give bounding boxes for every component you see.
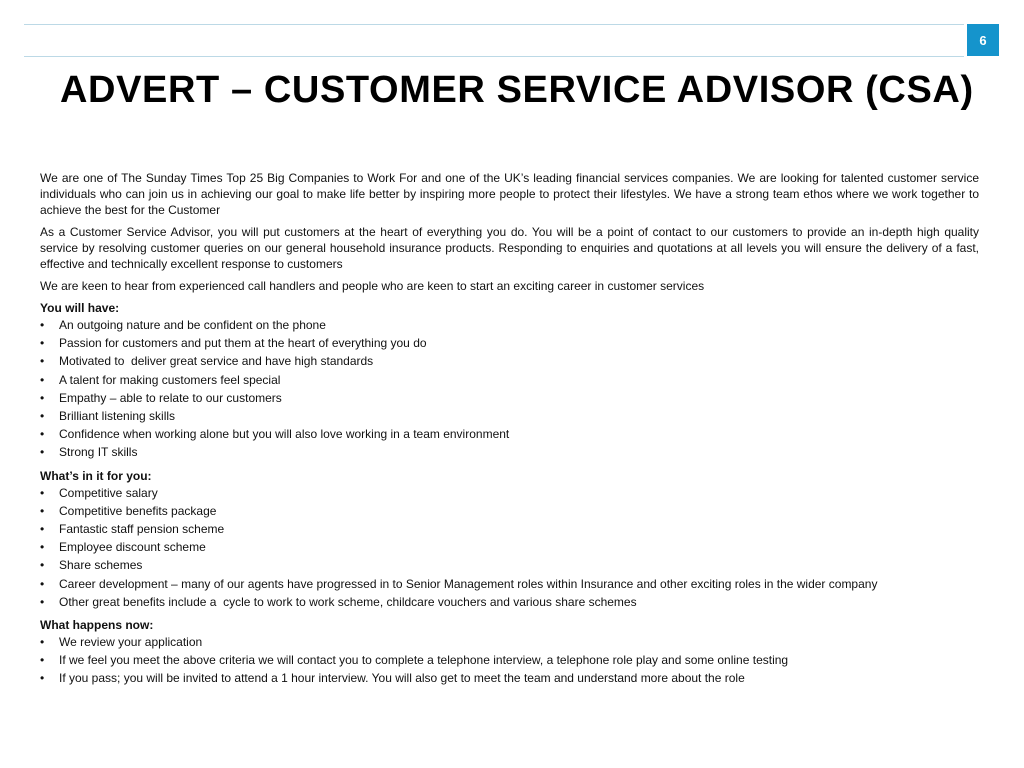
bullet-glyph: • xyxy=(40,485,45,500)
section-heading: You will have: xyxy=(40,301,120,315)
list-item-text: Fantastic staff pension scheme xyxy=(59,522,225,537)
header-rule-top xyxy=(24,24,964,25)
bullet-glyph: • xyxy=(40,372,45,387)
intro-paragraph-invitation: We are keen to hear from experienced call handlers and people who are keen to start an exciting career in customer services xyxy=(40,279,705,293)
intro-paragraph-role: As a Customer Service Advisor, you will put customers at the heart of everything you do. You will be a point of contact to our customers to provide an in-depth high quality service by resolving customer queries on our general household insurance products. Responding to enquiries and quotations at all levels you will ensure the delivery of a fast, effective and technically excellent response to customers xyxy=(40,225,979,271)
bullet-glyph: • xyxy=(40,635,45,650)
intro-paragraph-company: We are one of The Sunday Times Top 25 Big Companies to Work For and one of the UK’s leading financial services companies. We are looking for talented customer service individuals who can join us in achieving our goal to make life better by inspiring more people to protect their lifestyles. We have a strong team ethos where we work together to achieve the best for the Customer xyxy=(40,171,979,217)
bullet-glyph: • xyxy=(40,354,45,369)
list-item-text: Motivated to deliver great service and have high standards xyxy=(59,354,374,369)
list-item-text: If we feel you meet the above criteria we will contact you to complete a telephone interview, a telephone role play and some online testing xyxy=(59,653,789,668)
bullet-glyph: • xyxy=(40,318,45,332)
list-item-text: If you pass; you will be invited to attend a 1 hour interview. You will also get to meet the team and understand more about the role xyxy=(59,671,745,686)
list-item xyxy=(40,633,979,651)
list-item xyxy=(40,651,979,669)
list-item-text: Competitive salary xyxy=(59,485,158,500)
list-item-text: Strong IT skills xyxy=(59,445,138,460)
bullet-glyph: • xyxy=(40,390,45,405)
bullet-glyph: • xyxy=(40,671,45,686)
list-item-text: We review your application xyxy=(59,635,203,650)
list-item xyxy=(40,371,979,389)
list-item-text: Confidence when working alone but you will also love working in a team environment xyxy=(59,427,510,442)
list-item-text: Employee discount scheme xyxy=(59,540,206,555)
bullet-list xyxy=(40,633,979,688)
list-item-text: Empathy – able to relate to our customers xyxy=(59,390,282,405)
list-item xyxy=(40,593,979,611)
section-heading: What happens now: xyxy=(40,618,154,633)
list-item xyxy=(40,520,979,538)
section-what-happens-now xyxy=(40,617,979,688)
list-item-text: Career development – many of our agents have progressed in to Senior Management roles within Insurance and other exciting roles in the wider company xyxy=(59,576,878,591)
bullet-glyph: • xyxy=(40,336,45,351)
bullet-list xyxy=(40,484,979,611)
bullet-glyph: • xyxy=(40,445,45,460)
list-item xyxy=(40,575,979,593)
list-item-text: A talent for making customers feel special xyxy=(59,372,281,387)
list-item xyxy=(40,407,979,425)
list-item xyxy=(40,669,979,687)
list-item-text: Other great benefits include a cycle to work to work scheme, childcare vouchers and various share schemes xyxy=(59,594,637,609)
bullet-list xyxy=(40,316,979,462)
bullet-glyph: • xyxy=(40,558,45,573)
section-you-will-have xyxy=(40,300,979,462)
bullet-glyph: • xyxy=(40,503,45,518)
list-item xyxy=(40,389,979,407)
page-number-badge: 6 xyxy=(967,24,999,56)
list-item xyxy=(40,352,979,370)
list-item xyxy=(40,316,979,334)
list-item xyxy=(40,425,979,443)
list-item xyxy=(40,484,979,502)
list-item xyxy=(40,443,979,461)
slide-title: ADVERT – CUSTOMER SERVICE ADVISOR (CSA) xyxy=(60,69,974,111)
header-rule-bottom xyxy=(24,56,964,57)
advert-body xyxy=(40,170,979,694)
list-item-text: Brilliant listening skills xyxy=(59,409,176,424)
list-item xyxy=(40,334,979,352)
list-item-text: Passion for customers and put them at the heart of everything you do xyxy=(59,336,427,351)
bullet-glyph: • xyxy=(40,409,45,424)
list-item-text: Share schemes xyxy=(59,558,143,573)
bullet-glyph: • xyxy=(40,576,45,591)
bullet-glyph: • xyxy=(40,427,45,442)
bullet-glyph: • xyxy=(40,522,45,537)
bullet-glyph: • xyxy=(40,540,45,555)
section-heading: What’s in it for you: xyxy=(40,468,152,483)
section-whats-in-it-for-you xyxy=(40,468,979,611)
list-item-text: Competitive benefits package xyxy=(59,503,217,518)
bullet-glyph: • xyxy=(40,594,45,609)
list-item xyxy=(40,556,979,574)
bullet-glyph: • xyxy=(40,653,45,668)
list-item xyxy=(40,538,979,556)
list-item xyxy=(40,502,979,520)
list-item-text: An outgoing nature and be confident on the phone xyxy=(59,318,326,332)
